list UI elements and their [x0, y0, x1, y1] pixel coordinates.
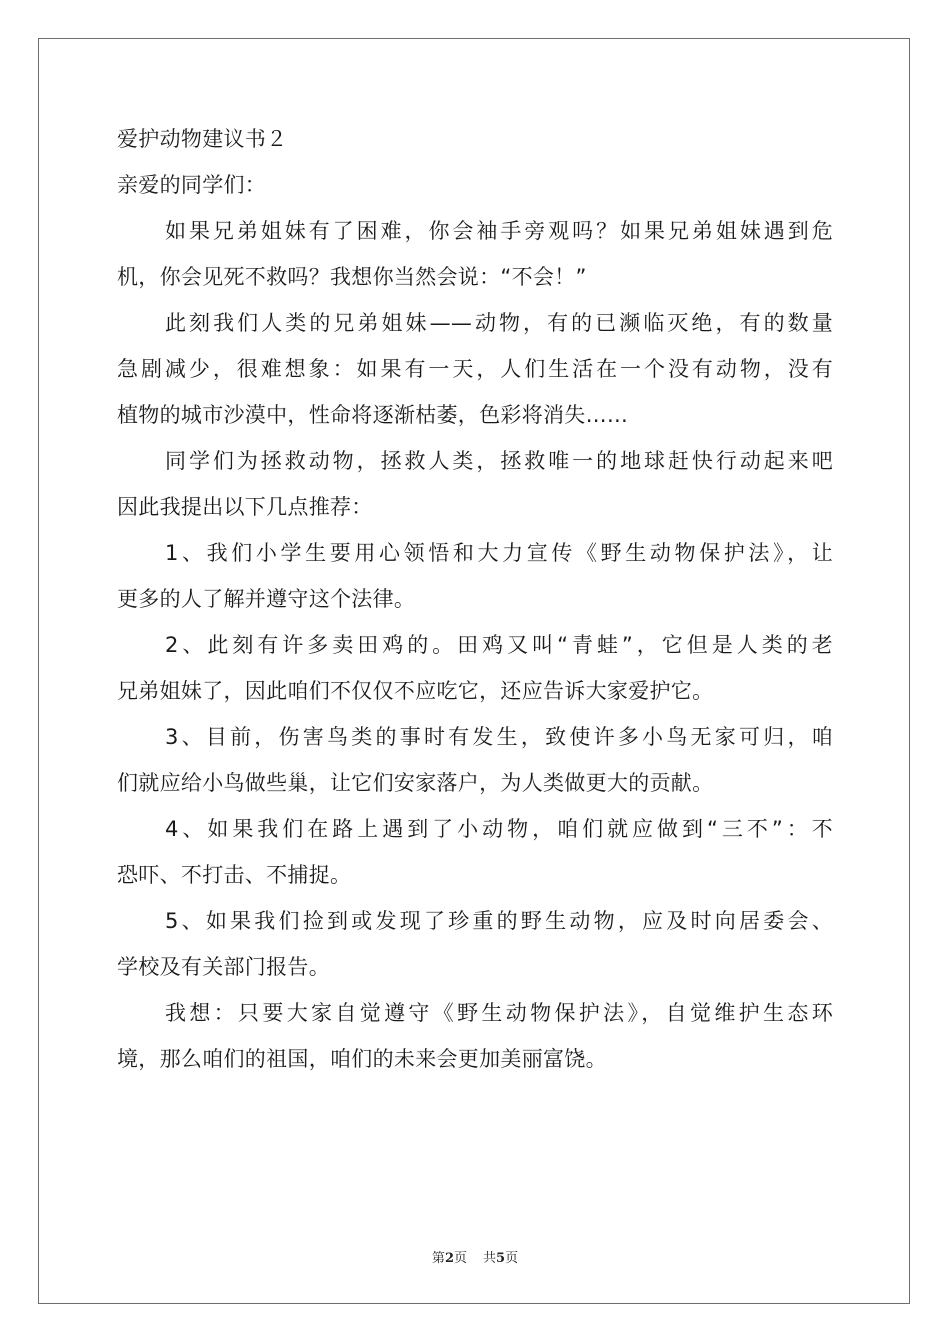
paragraph-3	[117, 446, 833, 522]
paragraph-line: 1、我们小学生要用心领悟和大力宣传《野生动物保护法》，让	[165, 541, 833, 565]
paragraph-line: 因此我提出以下几点推荐：	[117, 495, 373, 519]
page-total: 共5页	[483, 1251, 519, 1266]
paragraph-2	[117, 308, 833, 430]
paragraph-5	[117, 630, 833, 706]
paragraph-line: 同学们为拯救动物，拯救人类，拯救唯一的地球赶快行动起来吧	[165, 449, 833, 473]
paragraph-6	[117, 722, 833, 798]
paragraph-line: 3、目前，伤害鸟类的事时有发生，致使许多小鸟无家可归，咱	[165, 725, 833, 749]
paragraph-line: 更多的人了解并遵守这个法律。	[117, 587, 416, 611]
salutation: 亲爱的同学们：	[117, 173, 267, 197]
paragraph-line: 境，那么咱们的祖国，咱们的未来会更加美丽富饶。	[117, 1047, 607, 1071]
paragraph-line: 4、如果我们在路上遇到了小动物，咱们就应做到“三不”：不	[165, 817, 833, 841]
document-title: 爱护动物建议书２	[117, 127, 288, 151]
document-body	[117, 124, 833, 1090]
paragraph-line: 此刻我们人类的兄弟姐妹——动物，有的已濒临灭绝，有的数量	[165, 311, 833, 335]
paragraph-line: 恐吓、不打击、不捕捉。	[117, 863, 352, 887]
paragraph-line: 如果兄弟姐妹有了困难，你会袖手旁观吗？如果兄弟姐妹遇到危	[165, 219, 833, 243]
paragraph-line: 们就应给小鸟做些巢，让它们安家落户，为人类做更大的贡献。	[117, 771, 714, 795]
paragraph-9	[117, 998, 833, 1074]
paragraph-line: 急剧减少，很难想象：如果有一天，人们生活在一个没有动物，没有	[117, 357, 833, 381]
page-footer	[0, 1247, 950, 1266]
page-number: 第2页	[431, 1251, 467, 1266]
paragraph-line: 兄弟姐妹了，因此咱们不仅仅不应吃它，还应告诉大家爱护它。	[117, 679, 714, 703]
paragraph-line: 学校及有关部门报告。	[117, 955, 330, 979]
paragraph-4	[117, 538, 833, 614]
paragraph-line: 植物的城市沙漠中，性命将逐渐枯萎，色彩将消失……	[117, 403, 629, 427]
paragraph-1	[117, 216, 833, 292]
paragraph-7	[117, 814, 833, 890]
paragraph-line: 5、如果我们捡到或发现了珍重的野生动物，应及时向居委会、	[165, 909, 833, 933]
paragraph-line: 2、此刻有许多卖田鸡的。田鸡又叫“青蛙”，它但是人类的老	[165, 633, 833, 657]
paragraph-8	[117, 906, 833, 982]
paragraph-line: 机，你会见死不救吗？我想你当然会说：“不会！”	[117, 265, 587, 289]
paragraph-line: 我想：只要大家自觉遵守《野生动物保护法》，自觉维护生态环	[165, 1001, 833, 1025]
